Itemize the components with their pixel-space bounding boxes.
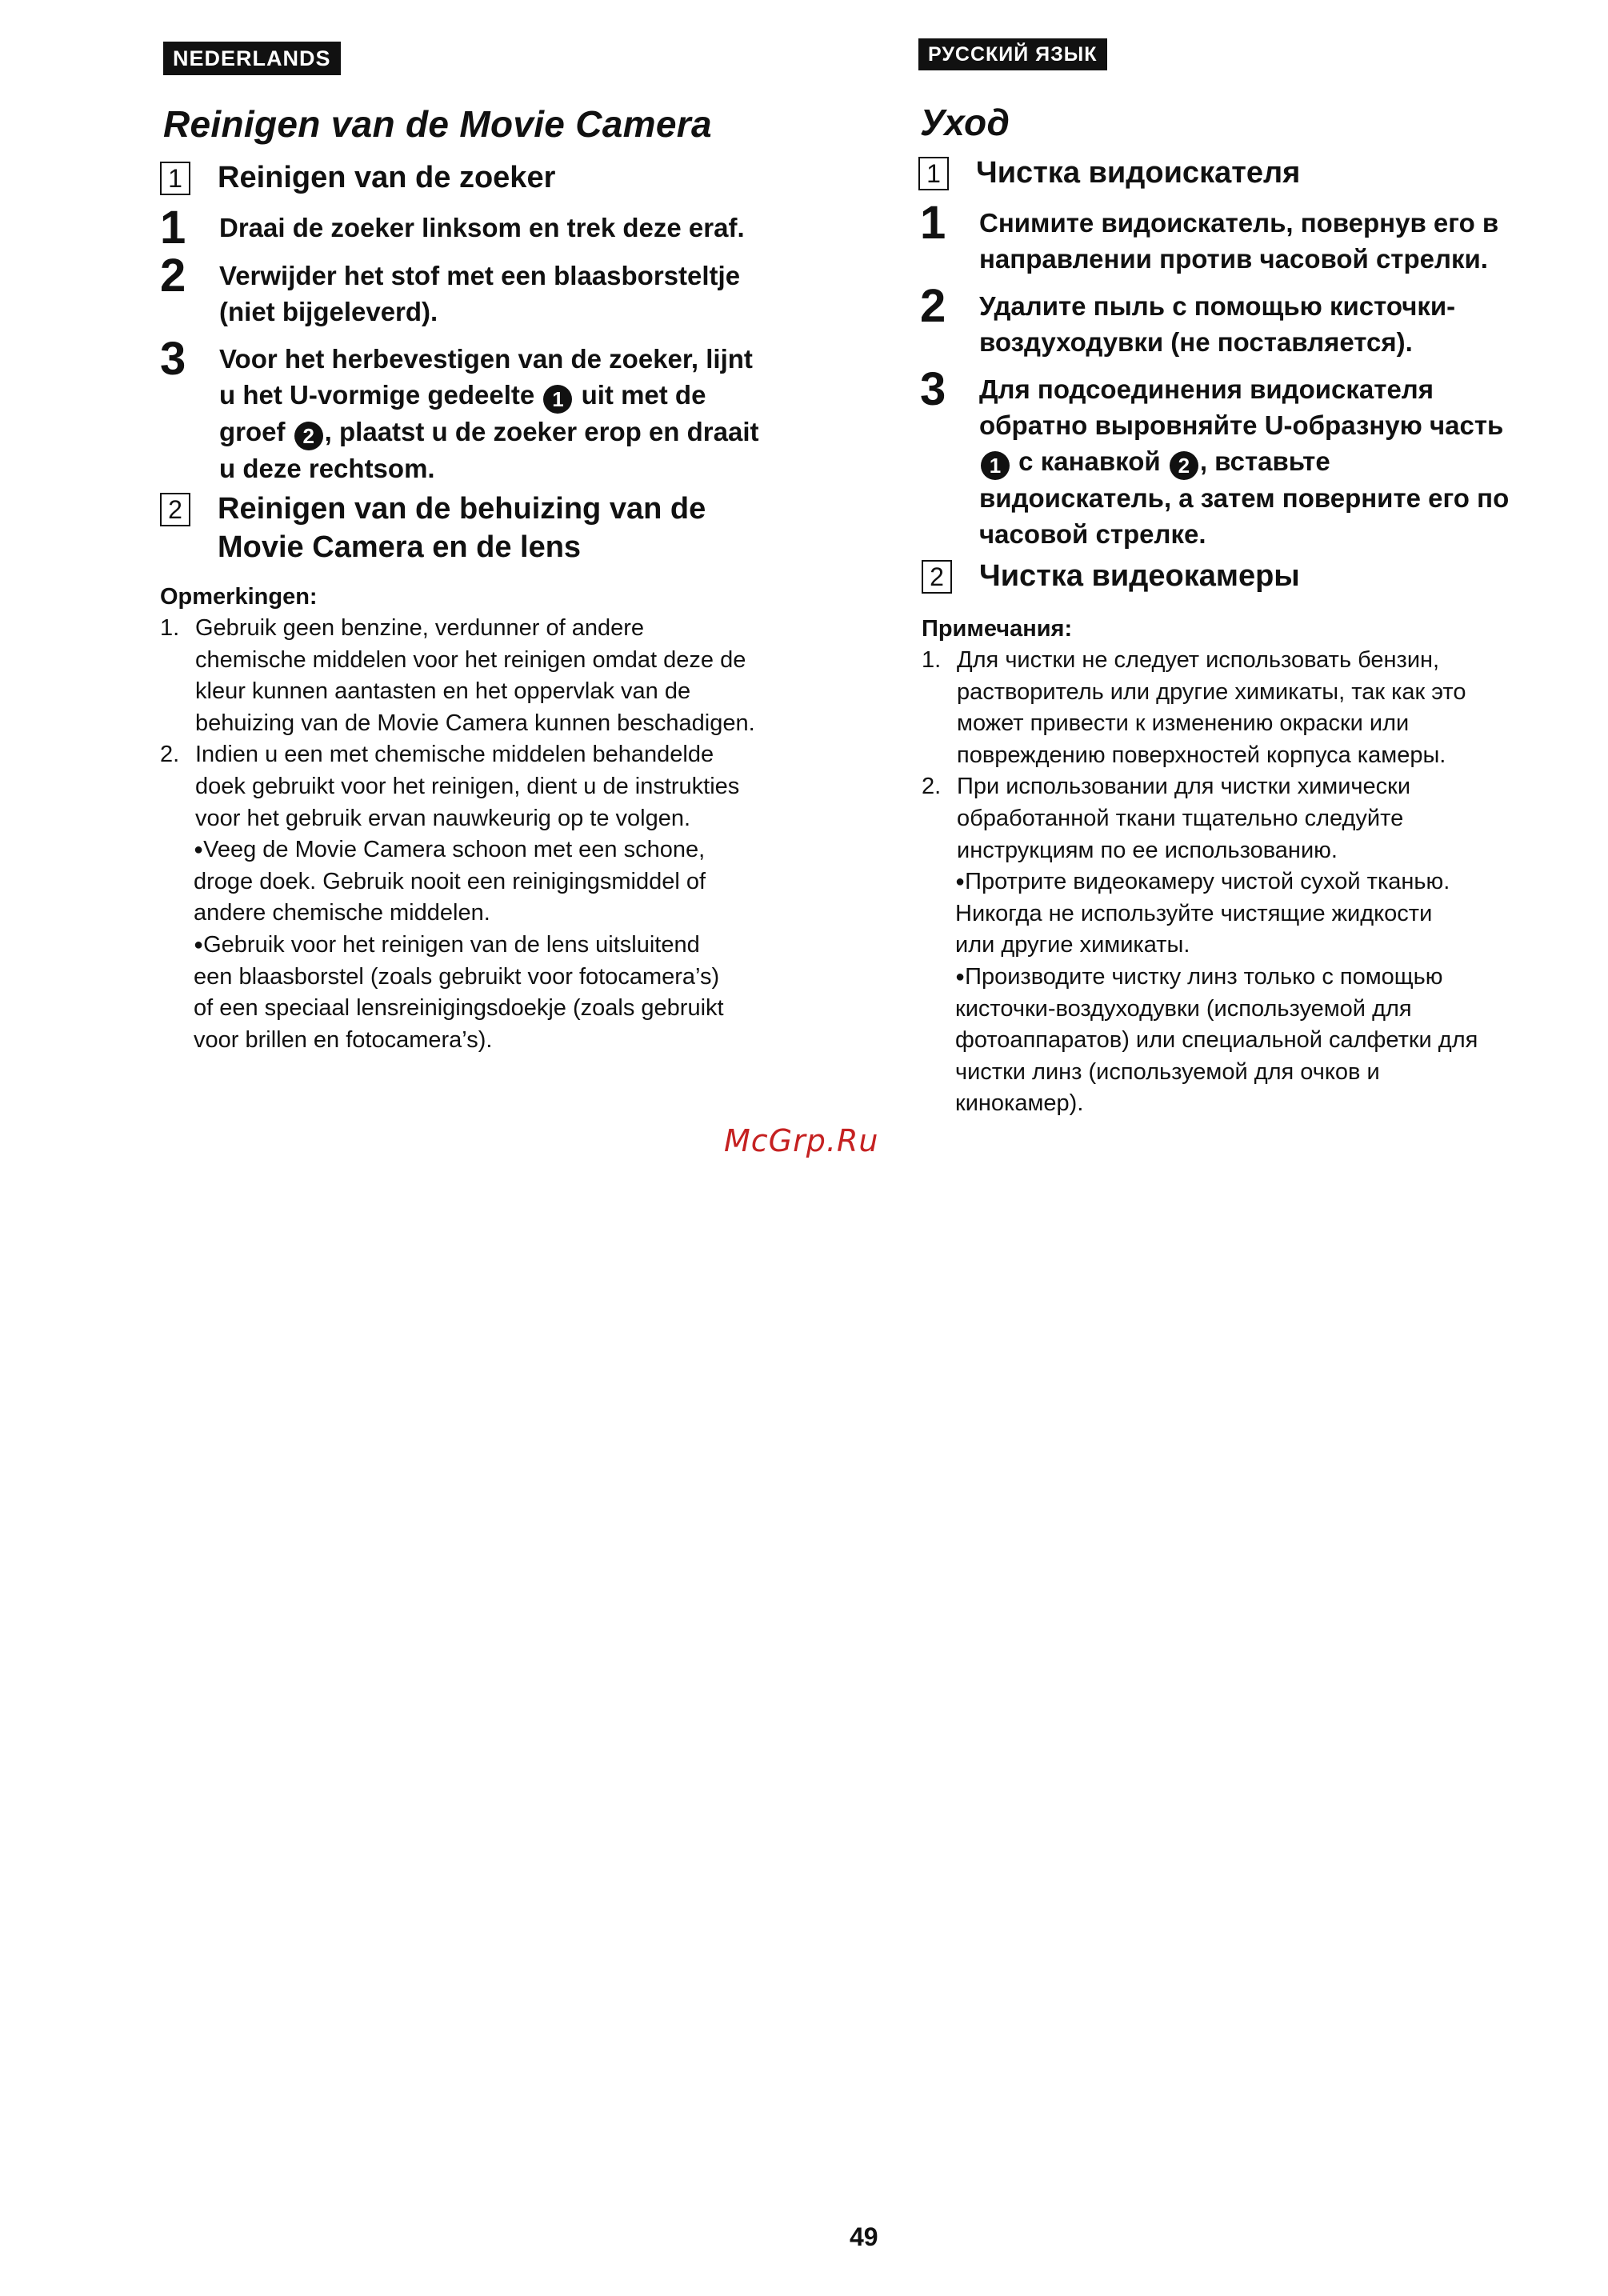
bullet-dot-icon: ● [194, 935, 204, 954]
step-line: (niet bijgeleverd). [219, 297, 438, 326]
bullet-line: чистки линз (используемой для очков и [955, 1058, 1380, 1085]
note-text [195, 613, 755, 739]
step-number: 2 [160, 250, 186, 302]
section-number-box: 1 [918, 157, 949, 190]
bullet-text: Gebruik voor het reinigen van de lens uitsluitend [203, 931, 700, 958]
note-line: может привести к изменению окраски или [957, 710, 1410, 737]
step-1 [160, 202, 745, 254]
step-text [219, 210, 745, 246]
section-heading-text: Reinigen van de zoeker [218, 161, 556, 194]
note-number: 1. [160, 615, 180, 641]
note-number: 2. [922, 774, 942, 800]
bullet-text: Veeg de Movie Camera schoon met een schone, [203, 837, 706, 863]
bullet-line: of een speciaal lensreinigingsdoekje (zoals gebruikt [194, 995, 724, 1022]
bullet-dot-icon: ● [955, 873, 966, 891]
bullet-text: Протрите видеокамеру чистой сухой тканью. [965, 869, 1450, 895]
step-text [979, 288, 1455, 360]
note-text [957, 771, 1410, 866]
note-line: behuizing van de Movie Camera kunnen beschadigen. [195, 710, 755, 736]
step-2 [920, 280, 1456, 360]
note-line: voor het gebruik ervan nauwkeurig op te volgen. [195, 805, 691, 831]
language-badge: NEDERLANDS [163, 42, 341, 75]
step-text [219, 258, 740, 330]
step-fragment: uit met de [581, 380, 706, 410]
step-text [979, 371, 1509, 552]
step-line: направлении против часовой стрелки. [979, 244, 1488, 274]
bullet-line [194, 930, 824, 962]
section-number-box: 2 [160, 493, 190, 526]
step-fragment: , plaatst u de zoeker erop en draait [324, 417, 759, 446]
note-line: kleur kunnen aantasten en het oppervlak van de [195, 678, 691, 705]
section-number-box: 1 [160, 162, 190, 195]
step-line: Draai de zoeker linksom en trek deze eraf. [219, 213, 745, 242]
step-number: 3 [920, 363, 946, 415]
bullet-item [922, 866, 1570, 962]
step-text [979, 205, 1498, 277]
circled-number-1-icon: 1 [981, 451, 1010, 480]
note-number: 1. [922, 647, 942, 673]
language-badge: РУССКИЙ ЯЗЫК [918, 38, 1107, 70]
step-number: 1 [920, 197, 946, 249]
bullet-line [955, 962, 1570, 994]
step-line: воздуходувки (не поставляется). [979, 327, 1413, 357]
step-number: 2 [920, 280, 946, 332]
bullet-line [955, 866, 1570, 898]
note-line: При использовании для чистки химически [957, 774, 1411, 800]
notes-title: Примечания: [922, 616, 1073, 642]
bullet-line: кинокамер). [955, 1090, 1084, 1117]
note-text [957, 645, 1466, 771]
note-line: растворитель или другие химикаты, так как это [957, 678, 1466, 705]
note-item [160, 613, 824, 739]
step-line [979, 443, 1509, 480]
notes-list [922, 645, 1570, 1120]
bullet-line: фотоаппаратов) или специальной салфетки для [955, 1027, 1478, 1054]
step-line: Verwijder het stof met een blaasborsteltje [219, 261, 741, 290]
step-line: Снимите видоискатель, повернув его в [979, 208, 1499, 238]
bullet-line: een blaasborstel (zoals gebruikt voor fotocamera’s) [194, 963, 720, 990]
section-heading-camcorder [922, 557, 1300, 595]
note-line: chemische middelen voor het reinigen omdat deze de [195, 646, 746, 673]
section-heading-text: Чистка видоискателя [976, 156, 1301, 190]
step-line [219, 414, 759, 450]
bullet-line: droge doek. Gebruik nooit een reinigingsmiddel of [194, 868, 706, 894]
page-title: Reinigen van de Movie Camera [163, 103, 712, 145]
bullet-item [160, 930, 824, 1056]
section-heading-body-and-lens [160, 490, 706, 566]
step-text [219, 341, 759, 486]
note-line: Для чистки не следует использовать бензин, [957, 647, 1440, 673]
note-text [195, 739, 739, 834]
section-heading-viewfinder [160, 158, 555, 197]
step-line [219, 377, 759, 414]
note-line: повреждению поверхностей корпуса камеры. [957, 742, 1446, 768]
step-line: Для подсоединения видоискателя [979, 374, 1434, 404]
page-number: 49 [850, 2222, 878, 2251]
note-line: инструкциям по ее использованию. [957, 837, 1338, 863]
bullet-line: andere chemische middelen. [194, 900, 490, 926]
circled-number-1-icon: 1 [543, 385, 572, 414]
bullet-dot-icon: ● [955, 967, 966, 986]
note-item [922, 771, 1570, 866]
step-fragment: с канавкой [1018, 446, 1161, 476]
note-item [160, 739, 824, 834]
note-line: Gebruik geen benzine, verdunner of andere [195, 615, 645, 641]
note-line: обработанной ткани тщательно следуйте [957, 805, 1404, 831]
heading-line: Movie Camera en de lens [218, 530, 582, 564]
step-3 [160, 333, 759, 486]
step-fragment: u het U-vormige gedeelte [219, 380, 535, 410]
step-2 [160, 250, 741, 330]
circled-number-2-icon: 2 [294, 422, 323, 450]
step-line: Voor het herbevestigen van de zoeker, lijnt [219, 344, 753, 374]
step-line: обратно выровняйте U-образную часть [979, 410, 1504, 440]
step-fragment: groef [219, 417, 286, 446]
watermark: McGrp.Ru [724, 1123, 879, 1158]
bullet-text: Производите чистку линз только с помощью [965, 963, 1443, 990]
section-heading-viewfinder [918, 154, 1300, 192]
notes-title: Opmerkingen: [160, 584, 318, 610]
note-item [922, 645, 1570, 771]
bullet-item [922, 962, 1570, 1120]
bullet-line: кисточки-воздуходувки (используемой для [955, 995, 1412, 1022]
bullet-dot-icon: ● [194, 841, 204, 859]
note-number: 2. [160, 742, 180, 768]
step-line: видоискатель, а затем поверните его по [979, 483, 1510, 513]
step-number: 1 [160, 202, 186, 254]
step-line: часовой стрелке. [979, 519, 1206, 549]
heading-line: Reinigen van de behuizing van de [218, 492, 706, 526]
step-line: u deze rechtsom. [219, 454, 435, 483]
step-line: Удалите пыль с помощью кисточки- [979, 291, 1456, 321]
section-heading-text [218, 490, 706, 566]
note-line: doek gebruikt voor het reinigen, dient u de instrukties [195, 773, 740, 799]
bullet-line: Никогда не используйте чистящие жидкости [955, 900, 1433, 926]
circled-number-2-icon: 2 [1170, 451, 1198, 480]
bullet-line: voor brillen en fotocamera’s). [194, 1026, 493, 1053]
note-line: Indien u een met chemische middelen behandelde [195, 742, 714, 768]
bullet-line: или другие химикаты. [955, 932, 1190, 958]
step-fragment: , вставьте [1199, 446, 1330, 476]
notes-list [160, 613, 824, 1056]
step-3 [920, 363, 1510, 552]
page-title: Уход [920, 102, 1010, 143]
step-number: 3 [160, 333, 186, 385]
step-1 [920, 197, 1499, 277]
section-number-box: 2 [922, 560, 952, 594]
section-heading-text: Чистка видеокамеры [979, 559, 1300, 593]
bullet-item [160, 834, 824, 930]
bullet-line [194, 834, 824, 866]
